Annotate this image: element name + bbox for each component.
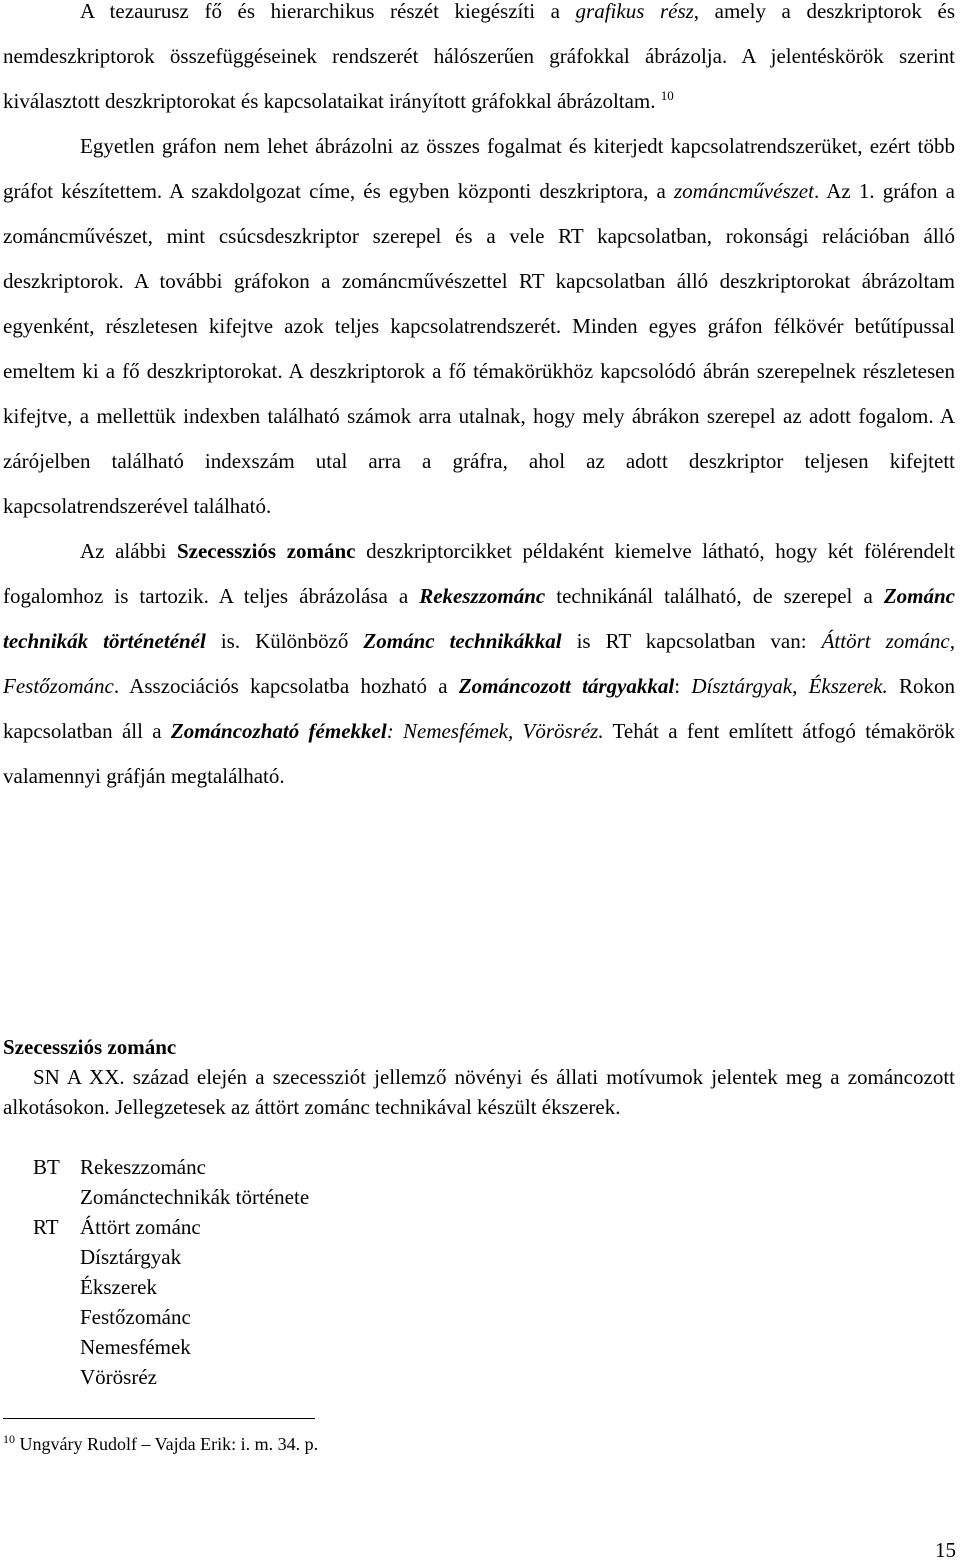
footnote-reference[interactable]: 10 bbox=[660, 88, 674, 103]
relation-row bbox=[33, 1362, 309, 1392]
text-run: Tehát a fent említett átfogó témakörök valamennyi gráfján megtalálható. bbox=[3, 719, 956, 788]
scope-note: SN A XX. század elején a szecessziót jellemző növényi és állati motívumok jelentek meg a zománcozott alkotásokon. Jellegzetesek az áttört zománc technikával készült ékszerek. bbox=[3, 1065, 955, 1119]
text-run: Egyetlen gráfon nem lehet ábrázolni az összes fogalmat és kiterjedt kapcsolatrendszerüket, ezért több gráfot készítettem. A szakdolgozat címe, és egyben központi deszkriptora, a bbox=[3, 134, 955, 203]
paragraph-graphic-part bbox=[3, 0, 955, 124]
bold-italic-term: Zománcozható fémekkel bbox=[170, 719, 387, 743]
footnote-separator bbox=[3, 1418, 315, 1419]
bold-italic-term: Zománcozott tárgyakkal bbox=[458, 674, 675, 698]
relation-row bbox=[33, 1152, 309, 1182]
relation-code bbox=[33, 1362, 80, 1392]
text-run: is RT kapcsolatban van: bbox=[561, 629, 822, 653]
text-run: is. Különböző bbox=[205, 629, 364, 653]
relation-row bbox=[33, 1182, 309, 1212]
bold-italic-term: Rekeszzománc bbox=[419, 584, 546, 608]
text-run: deszkriptorcikket példaként kiemelve látható, hogy két fölérendelt fogalomhoz is tartozik. A teljes ábrázolása a bbox=[3, 539, 955, 608]
page-number: 15 bbox=[935, 1538, 956, 1562]
relation-code bbox=[33, 1272, 80, 1302]
relation-term: Zománctechnikák története bbox=[80, 1185, 310, 1209]
document-page bbox=[3, 0, 956, 1562]
relation-term: Áttört zománc bbox=[80, 1215, 201, 1239]
relation-code: BT bbox=[33, 1155, 60, 1179]
relation-term: Ékszerek bbox=[80, 1275, 157, 1299]
text-run: : bbox=[674, 674, 692, 698]
italic-term: : Nemesfémek, Vörösréz. bbox=[386, 719, 604, 743]
italic-term: Áttört zománc, Festőzománc bbox=[3, 629, 956, 698]
footnote-text: Ungváry Rudolf – Vajda Erik: i. m. 34. p. bbox=[15, 1434, 319, 1454]
bold-italic-term: Zománc technikákkal bbox=[363, 629, 562, 653]
italic-term: Dísztárgyak, Ékszerek. bbox=[691, 674, 888, 698]
relation-code bbox=[33, 1332, 80, 1362]
italic-term: grafikus rész bbox=[575, 0, 694, 23]
relations-list bbox=[33, 1152, 309, 1392]
relation-term: Vörösréz bbox=[80, 1365, 157, 1389]
text-run: Rokon kapcsolatban áll a bbox=[3, 674, 955, 743]
relation-term: Nemesfémek bbox=[80, 1335, 191, 1359]
text-run: technikánál található, de szerepel a bbox=[545, 584, 884, 608]
footnote-number: 10 bbox=[3, 1432, 15, 1446]
relation-code bbox=[33, 1242, 80, 1272]
footnote bbox=[3, 1430, 318, 1458]
relation-term: Rekeszzománc bbox=[80, 1155, 206, 1179]
relation-term: Dísztárgyak bbox=[80, 1245, 182, 1269]
italic-term: zománcművészet bbox=[673, 179, 814, 203]
text-run: . Asszociációs kapcsolatba hozható a bbox=[113, 674, 459, 698]
paragraph-graphs-description bbox=[3, 124, 955, 529]
text-run: . Az 1. gráfon a zománcművészet, mint csúcsdeszkriptor szerepel és a vele RT kapcsolatban, rokonsági relációban álló deszkriptorok. A további gráfokon a zománcművészettel RT kapcsolatban álló deszkriptorokat ábrázoltam egyenként, részletesen kifejtve azok teljes kapcsolatrendszerét. Minden egyes gráfon félkövér betűtípussal emeltem ki a fő deszkriptorokat. A deszkriptorok a fő témakörükhöz kapcsolódó ábrán szerepelnek részletesen kifejtve, a mellettük indexben található számok arra utalnak, hogy mely ábrákon szerepel az adott fogalom. A zárójelben található indexszám utal arra a gráfra, ahol az adott deszkriptor teljesen kifejtett kapcsolatrendszerével található. bbox=[3, 179, 955, 518]
relation-row bbox=[33, 1242, 309, 1272]
relation-row bbox=[33, 1332, 309, 1362]
text-run: , amely a deszkriptorok és nemdeszkriptorok összefüggéseinek rendszerét hálószerűen gráfokkal ábrázolja. A jelentéskörök szerint kiválasztott deszkriptorokat és kapcsolataikat irányított gráfokkal ábrázoltam. bbox=[3, 0, 955, 113]
bold-italic-term: Zománc technikák történeténél bbox=[3, 584, 955, 653]
relation-row bbox=[33, 1212, 309, 1242]
relation-row bbox=[33, 1302, 309, 1332]
relation-code bbox=[33, 1182, 80, 1212]
relation-code bbox=[33, 1302, 80, 1332]
relation-row bbox=[33, 1272, 309, 1302]
text-run: Az alábbi bbox=[80, 539, 177, 563]
text-run: A tezaurusz fő és hierarchikus részét kiegészíti a bbox=[80, 0, 576, 23]
relation-code: RT bbox=[33, 1215, 59, 1239]
relation-term: Festőzománc bbox=[80, 1305, 191, 1329]
descriptor-entry-title: Szecessziós zománc bbox=[3, 1035, 177, 1059]
paragraph-example-descriptor bbox=[3, 529, 955, 799]
bold-term: Szecessziós zománc bbox=[176, 539, 356, 563]
